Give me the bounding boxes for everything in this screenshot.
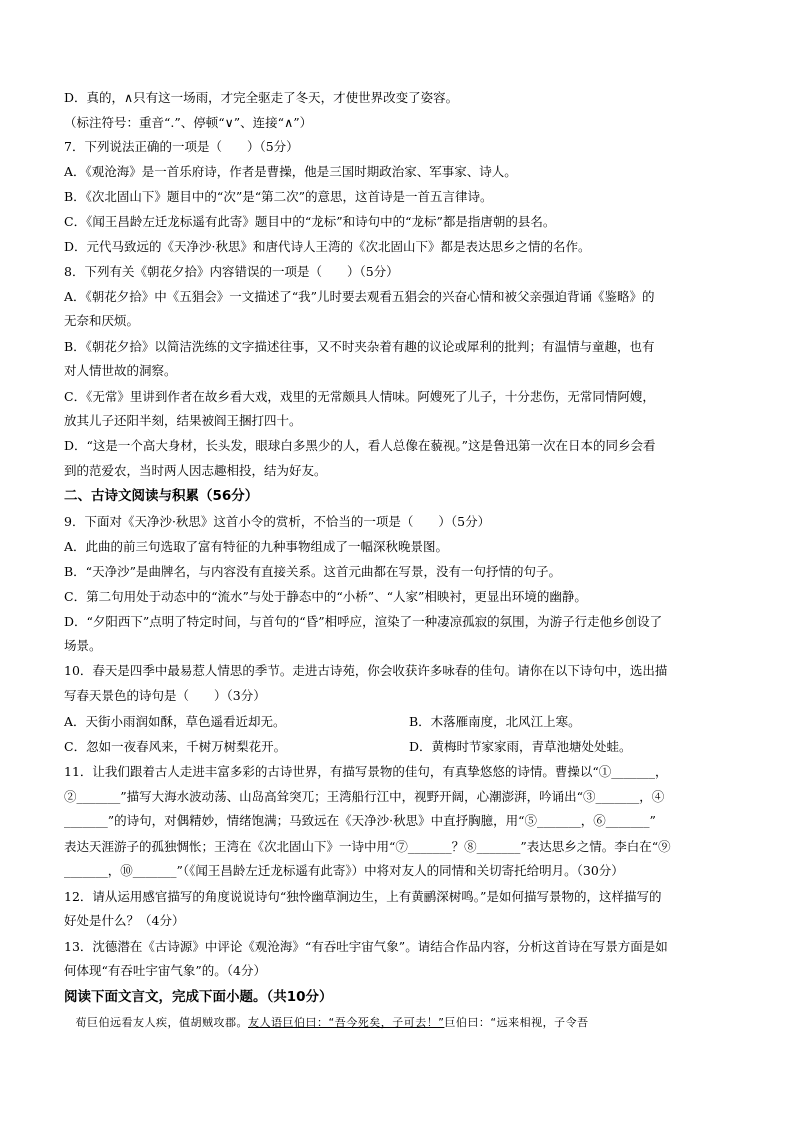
q13-stem: 13．沈德潜在《古诗源》中评论《观沧海》“有吞吐宇宙气象”。请结合作品内容，分析这首诗在写景方面是如 — [64, 939, 668, 954]
q8-stem: 8．下列有关《朝花夕拾》内容错误的一项是（ ）（5分） — [64, 264, 399, 279]
q9-option-c: C．第二句用处于动态中的“流水”与处于静态中的“小桥”、“人家”相映衬，更显出环境的幽静。 — [64, 589, 587, 604]
q13-stem-cont: 何体现“有吞吐宇宙气象”的。（4分） — [64, 963, 266, 978]
q10-option-b: B．木落雁南度，北风江上寒。 — [409, 714, 581, 729]
q10-option-d: D．黄梅时节家家雨，青草池塘处处蛙。 — [409, 739, 632, 754]
q10-stem-cont: 写春天景色的诗句是（ ）（3分） — [64, 688, 266, 703]
q7-stem: 7．下列说法正确的一项是（ ）（5分） — [64, 139, 299, 154]
q8-option-d-cont: 到的范爱农，当时两人因志趣相投，结为好友。 — [64, 463, 327, 478]
q11-line5: _______，⑩_______”（《闻王昌龄左迁龙标遥有此寄》）中将对友人的同情和关切寄托给明月。（30分） — [64, 863, 624, 878]
q10-stem: 10．春天是四季中最易惹人情思的季节。走进古诗苑，你会收获许多咏春的佳句。请你在以下诗句中，选出描 — [64, 663, 668, 678]
q7-option-c: C．《闻王昌龄左迁龙标遥有此寄》题目中的“龙标”和诗句中的“龙标”都是指唐朝的县名。 — [64, 214, 556, 229]
q11-line4: 表达天涯游子的孤独惆怅；王湾在《次北固山下》一诗中用“⑦_______？⑧_______”表达思乡之情。李白在“⑨ — [64, 839, 671, 854]
classical-text-part1: 荀巨伯远看友人疾，值胡贼攻郡。 — [64, 1016, 248, 1029]
q9-option-d-cont: 场景。 — [64, 638, 102, 653]
classical-text-underlined: 友人语巨伯曰：“吾今死矣，子可去！” — [248, 1016, 445, 1029]
q11-line3: _______”的诗句，对偶精妙，情绪饱满；马致远在《天净沙·秋思》中直抒胸臆，用“⑤_______，⑥_______” — [64, 813, 656, 828]
q8-option-c: C．《无常》里讲到作者在故乡看大戏，戏里的无常颇具人情味。阿嫂死了儿子，十分悲伤，无常同情阿嫂， — [64, 389, 655, 404]
q7-option-a: A．《观沧海》是一首乐府诗，作者是曹操，他是三国时期政治家、军事家、诗人。 — [64, 164, 517, 179]
q10-options-row1 — [64, 712, 581, 732]
classical-text-part3: 巨伯曰：“远来相视，子令吾 — [444, 1016, 589, 1029]
classical-reading-heading: 阅读下面文言文，完成下面小题。（共10分） — [64, 989, 333, 1005]
q10-option-a: A．天街小雨润如酥，草色遥看近却无。 — [64, 714, 286, 729]
q8-option-b-cont: 对人情世故的洞察。 — [64, 363, 177, 378]
q8-option-b: B．《朝花夕拾》以简洁洗练的文字描述往事，又不时夹杂着有趣的议论或犀利的批判；有温情与童趣，也有 — [64, 339, 655, 354]
q6-option-d: D．真的，∧只有这一场雨，才完全驱走了冬天，才使世界改变了姿容。 — [64, 90, 459, 105]
q10-options-row2 — [64, 737, 632, 757]
q8-option-c-cont: 放其儿子还阳半刻，结果被阎王捆打四十。 — [64, 413, 302, 428]
q11-line1: 11．让我们跟着古人走进丰富多彩的古诗世界，有描写景物的佳句，有真挚悠悠的诗情。曹操以“①_______， — [64, 764, 668, 779]
section-heading-2: 二、古诗文阅读与积累（56分） — [64, 488, 259, 504]
q7-option-d: D．元代马致远的《天净沙·秋思》和唐代诗人王湾的《次北固山下》都是表达思乡之情的名作。 — [64, 239, 591, 254]
q11-line2: ②_______”描写大海水波动荡、山岛高耸突兀；王湾船行江中，视野开阔，心潮澎湃，吟诵出“③_______，④ — [64, 789, 665, 804]
q8-option-a-cont: 无奈和厌烦。 — [64, 313, 140, 328]
q7-option-b: B．《次北固山下》题目中的“次”是“第二次”的意思，这首诗是一首五言律诗。 — [64, 189, 493, 204]
q9-option-b: B．“天净沙”是曲牌名，与内容没有直接关系。这首元曲都在写景，没有一句抒情的句子。 — [64, 564, 561, 579]
q8-option-a: A．《朝花夕拾》中《五猖会》一文描述了“我”儿时要去观看五猖会的兴奋心情和被父亲强迫背诵《鉴略》的 — [64, 289, 655, 304]
q12-stem-cont: 好处是什么？（4分） — [64, 913, 185, 928]
q9-option-a: A．此曲的前三句选取了富有特征的九种事物组成了一幅深秋晚景图。 — [64, 539, 449, 554]
classical-text-line1 — [64, 1013, 589, 1033]
q9-stem: 9．下面对《天净沙·秋思》这首小令的赏析，不恰当的一项是（ ）（5分） — [64, 514, 491, 529]
q10-option-c: C．忽如一夜春风来，千树万树梨花开。 — [64, 739, 287, 754]
q12-stem: 12．请从运用感官描写的角度说说诗句“独怜幽草涧边生，上有黄鹂深树鸣。”是如何描写景物的，这样描写的 — [64, 889, 662, 904]
q6-note: （标注符号：重音“.”、停顿“∨”、连接“∧”） — [64, 115, 313, 130]
q8-option-d: D．“这是一个高大身材，长头发，眼球白多黑少的人，看人总像在藐视。”这是鲁迅第一次在日本的同乡会看 — [64, 438, 656, 453]
q9-option-d: D．“夕阳西下”点明了特定时间，与首句的“昏”相呼应，渲染了一种凄凉孤寂的氛围，为游子行走他乡创设了 — [64, 614, 663, 629]
